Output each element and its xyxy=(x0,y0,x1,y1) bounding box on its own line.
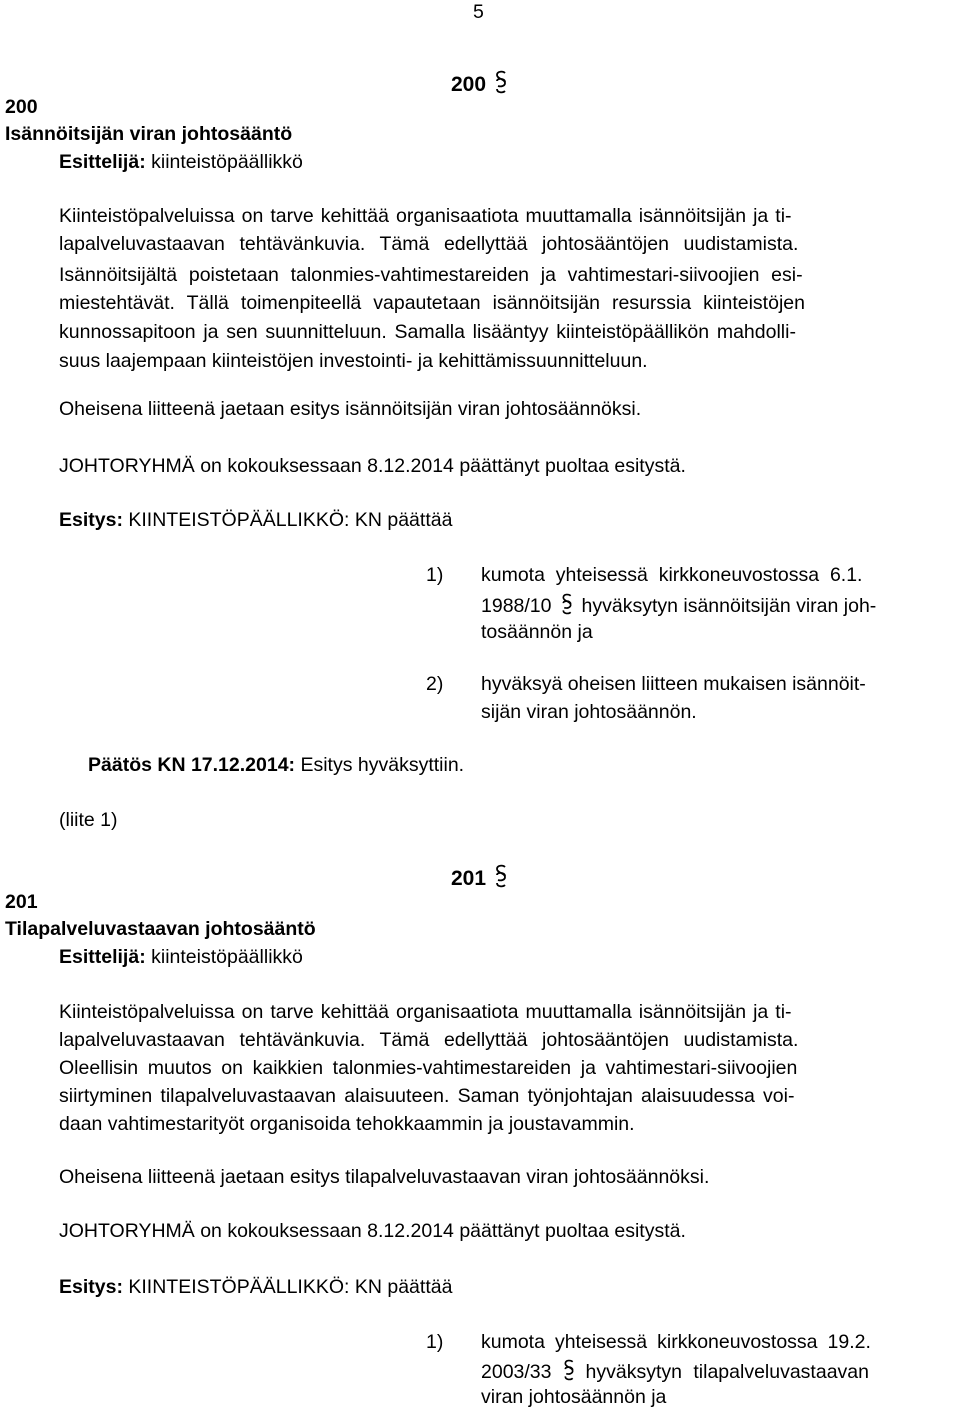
body-line: siirtyminen tilapalveluvastaavan alaisuuteen. Saman työnjohtajan alaisuudessa voi- xyxy=(59,1085,795,1107)
section-sign-icon xyxy=(494,70,508,94)
presenter-value: kiinteistöpäällikkö xyxy=(145,946,303,968)
body-line: kunnossapitoon ja sen suunnitteluun. Samalla lisääntyy kiinteistöpäällikön mahdolli- xyxy=(59,321,796,343)
proposal-label: Esitys: xyxy=(59,509,123,531)
body-line: suus laajempaan kiinteistöjen investointi- ja kehittämissuunnitteluun. xyxy=(59,350,648,372)
body-line: lapalveluvastaavan tehtävänkuvia. Tämä edellyttää johtosääntöjen uudistamista. xyxy=(59,1029,799,1051)
section-sign-icon xyxy=(560,593,574,615)
section-number-left: 201 xyxy=(5,891,38,913)
decision-label: Päätös KN 17.12.2014: xyxy=(88,754,296,776)
section-title: Isännöitsijän viran johtosääntö xyxy=(5,123,293,145)
section-heading-right xyxy=(451,70,508,97)
page-number: 5 xyxy=(473,1,484,23)
body-line: Oleellisin muutos on kaikkien talonmies-vahtimestareiden ja vahtimestari-siivoojien xyxy=(59,1057,798,1079)
presenter-value: kiinteistöpäällikkö xyxy=(145,151,303,173)
proposal xyxy=(59,1276,452,1299)
item-line: 1988/10 hyväksytyn isännöitsijän viran joh- xyxy=(481,595,877,617)
body-line: Kiinteistöpalveluissa on tarve kehittää organisaatiota muuttamalla isännöitsijän ja ti- xyxy=(59,1001,792,1023)
item-line: 2003/33 hyväksytyn tilapalveluvastaavan xyxy=(481,1361,869,1383)
item-line: hyväksyä oheisen liitteen mukaisen isännöit- xyxy=(481,673,866,695)
attachment-text: Oheisena liitteenä jaetaan esitys tilapalveluvastaavan viran johtosäännöksi. xyxy=(59,1166,710,1188)
section-number: 201 xyxy=(451,867,487,890)
proposal-label: Esitys: xyxy=(59,1276,123,1298)
section-sign-icon xyxy=(494,864,508,888)
decision xyxy=(88,754,464,777)
item-line: viran johtosäännön ja xyxy=(481,1386,667,1408)
item-line: kumota yhteisessä kirkkoneuvostossa 19.2. xyxy=(481,1331,871,1353)
decision-value: Esitys hyväksyttiin. xyxy=(295,754,465,776)
section-number-left: 200 xyxy=(5,96,38,118)
presenter-label: Esittelijä: xyxy=(59,151,146,173)
group-text: JOHTORYHMÄ on kokouksessaan 8.12.2014 päättänyt puoltaa esitystä. xyxy=(59,1220,686,1242)
body-line: Kiinteistöpalveluissa on tarve kehittää organisaatiota muuttamalla isännöitsijän ja ti- xyxy=(59,205,792,227)
presenter xyxy=(59,946,303,969)
attachment-text: Oheisena liitteenä jaetaan esitys isännöitsijän viran johtosäännöksi. xyxy=(59,398,642,420)
item-line: tosäännön ja xyxy=(481,621,593,643)
item-line: sijän viran johtosäännön. xyxy=(481,701,697,723)
body-line: daan vahtimestarityöt organisoida tehokkaammin ja joustavammin. xyxy=(59,1113,635,1135)
section-number: 200 xyxy=(451,73,487,96)
item-number: 1) xyxy=(426,564,444,586)
section-heading-right xyxy=(451,864,508,891)
body-line: miestehtävät. Tällä toimenpiteellä vapautetaan isännöitsijän resurssia kiinteistöjen xyxy=(59,292,805,314)
section-sign-icon xyxy=(562,1359,576,1381)
body-line: Isännöitsijältä poistetaan talonmies-vahtimestareiden ja vahtimestari-siivoojien esi- xyxy=(59,264,803,286)
body-line: lapalveluvastaavan tehtävänkuvia. Tämä edellyttää johtosääntöjen uudistamista. xyxy=(59,233,799,255)
item-number: 1) xyxy=(426,1331,444,1353)
presenter-label: Esittelijä: xyxy=(59,946,146,968)
section-title: Tilapalveluvastaavan johtosääntö xyxy=(5,918,316,940)
group-text: JOHTORYHMÄ on kokouksessaan 8.12.2014 päättänyt puoltaa esitystä. xyxy=(59,455,686,477)
item-number: 2) xyxy=(426,673,444,695)
proposal-value: KIINTEISTÖPÄÄLLIKKÖ: KN päättää xyxy=(122,1276,453,1298)
attachment-reference: (liite 1) xyxy=(59,809,118,831)
proposal-value: KIINTEISTÖPÄÄLLIKKÖ: KN päättää xyxy=(122,509,453,531)
presenter xyxy=(59,151,303,174)
item-line: kumota yhteisessä kirkkoneuvostossa 6.1. xyxy=(481,564,863,586)
proposal xyxy=(59,509,452,532)
